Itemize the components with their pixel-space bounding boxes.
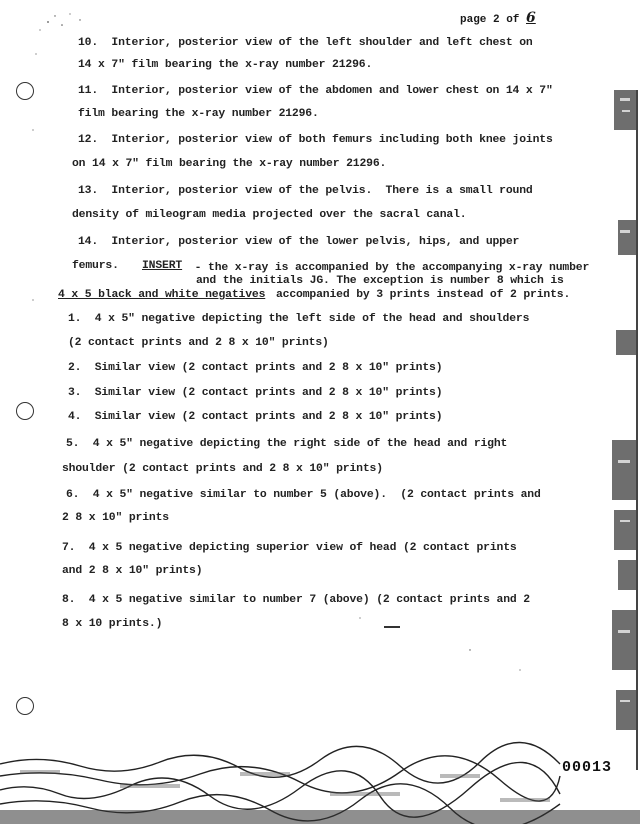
negative-7-line-2: and 2 8 x 10" prints) xyxy=(62,565,203,577)
insert-label: INSERT xyxy=(142,260,183,272)
item-11-line-2: film bearing the x-ray number 21296. xyxy=(78,108,319,120)
item-12-line-2: on 14 x 7" film bearing the x-ray number 21296. xyxy=(72,158,387,170)
negative-1-line-2: (2 contact prints and 2 8 x 10" prints) xyxy=(68,337,329,349)
negative-1-line-1: 1. 4 x 5" negative depicting the left side of the head and shoulders xyxy=(68,313,530,325)
insert-text-line-3: accompanied by 3 prints instead of 2 prints. xyxy=(276,289,571,301)
item-10-line-1: 10. Interior, posterior view of the left shoulder and left chest on xyxy=(78,37,533,49)
punch-hole-top xyxy=(16,82,34,100)
punch-hole-middle xyxy=(16,402,34,420)
negative-6-line-2: 2 8 x 10" prints xyxy=(62,512,169,524)
negative-2-line: 2. Similar view (2 contact prints and 2 8 x 10" prints) xyxy=(68,362,443,374)
page-number xyxy=(460,10,536,26)
item-13-line-2: density of mileogram media projected over the sacral canal. xyxy=(72,209,467,221)
bottom-scan-artifact xyxy=(0,724,640,824)
bates-stamp-number: 00013 xyxy=(562,759,613,776)
item-14-line-2: femurs. xyxy=(72,260,119,272)
negative-7-line-1: 7. 4 x 5 negative depicting superior view of head (2 contact prints xyxy=(62,542,517,554)
insert-text-line-1: - the x-ray is accompanied by the accompanying x-ray number xyxy=(188,262,590,274)
page-total-handwritten: 6 xyxy=(526,10,536,26)
negative-8-line-1: 8. 4 x 5 negative similar to number 7 (above) (2 contact prints and 2 xyxy=(62,594,530,606)
page-number-prefix: page 2 of xyxy=(460,14,527,26)
item-11-line-1: 11. Interior, posterior view of the abdomen and lower chest on 14 x 7" xyxy=(78,85,553,97)
negative-3-line: 3. Similar view (2 contact prints and 2 8 x 10" prints) xyxy=(68,387,443,399)
item-10-line-2: 14 x 7" film bearing the x-ray number 21296. xyxy=(78,59,373,71)
insert-text-line-2: and the initials JG. The exception is number 8 which is xyxy=(196,275,564,287)
stray-dash-mark xyxy=(384,626,400,628)
negative-8-line-2: 8 x 10 prints.) xyxy=(62,618,163,630)
negative-5-line-2: shoulder (2 contact prints and 2 8 x 10" prints) xyxy=(62,463,383,475)
item-13-line-1: 13. Interior, posterior view of the pelvis. There is a small round xyxy=(78,185,533,197)
insert-negatives-underlined: 4 x 5 black and white negatives xyxy=(58,289,266,301)
negative-5-line-1: 5. 4 x 5" negative depicting the right side of the head and right xyxy=(66,438,508,450)
punch-hole-bottom xyxy=(16,697,34,715)
item-12-line-1: 12. Interior, posterior view of both femurs including both knee joints xyxy=(78,134,553,146)
item-14-line-1: 14. Interior, posterior view of the lower pelvis, hips, and upper xyxy=(78,236,520,248)
right-edge-scan-artifact xyxy=(610,90,640,770)
negative-6-line-1: 6. 4 x 5" negative similar to number 5 (above). (2 contact prints and xyxy=(66,489,541,501)
negative-4-line: 4. Similar view (2 contact prints and 2 8 x 10" prints) xyxy=(68,411,443,423)
